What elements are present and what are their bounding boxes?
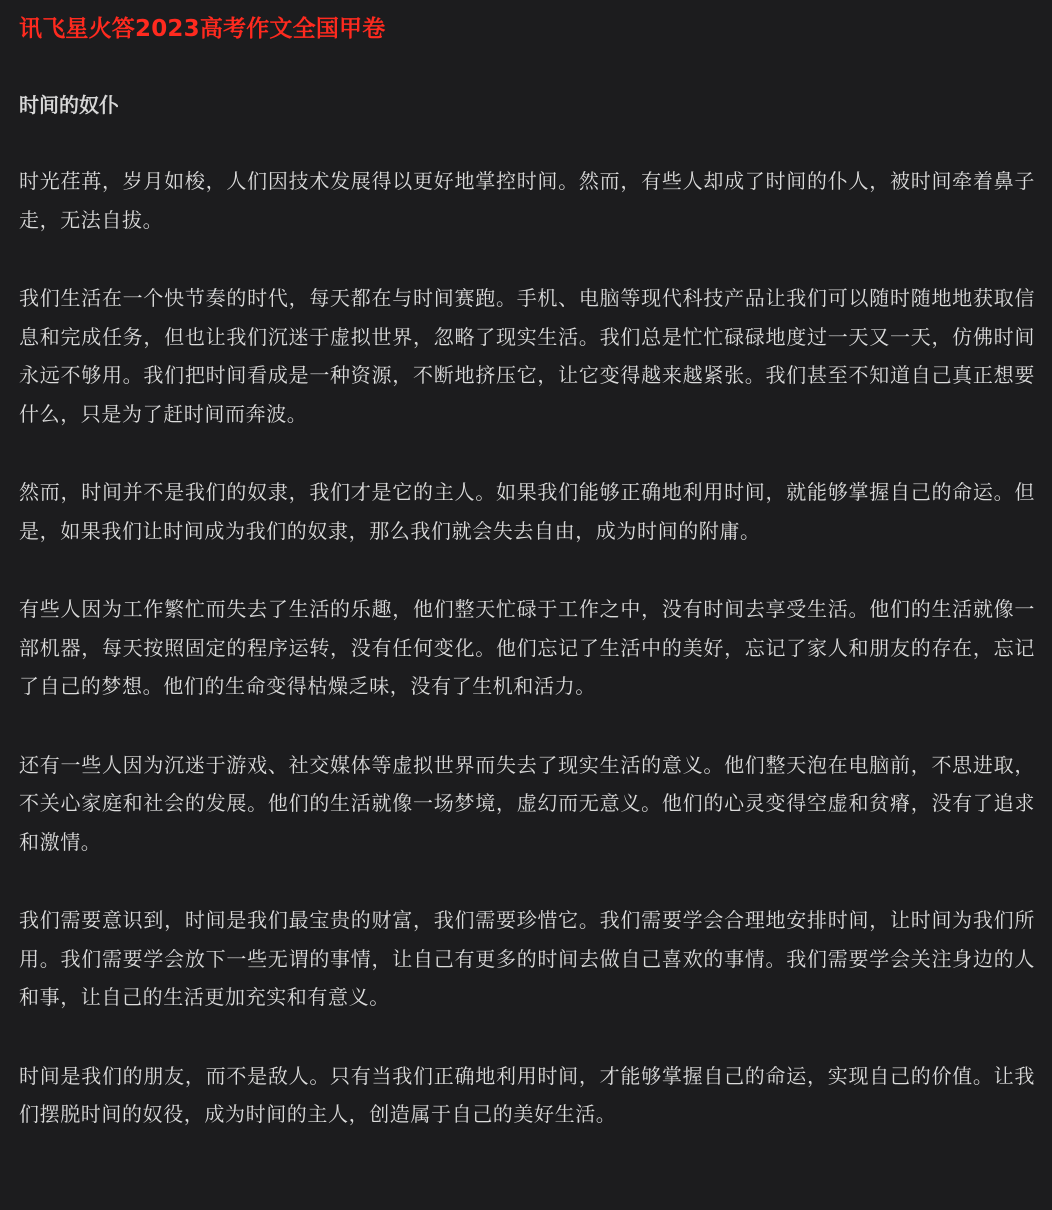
essay-paragraph-1: 时光荏苒，岁月如梭，人们因技术发展得以更好地掌控时间。然而，有些人却成了时间的仆人，被时间牵着鼻子走，无法自拔。 [19, 169, 1035, 232]
essay-title: 时间的奴仆 [19, 93, 119, 117]
essay-paragraph-5: 还有一些人因为沉迷于游戏、社交媒体等虚拟世界而失去了现实生活的意义。他们整天泡在电脑前，不思进取，不关心家庭和社会的发展。他们的生活就像一场梦境，虚幻而无意义。他们的心灵变得空虚和贫瘠，没有了追求和激情。 [19, 752, 1035, 854]
essay-paragraph-2: 我们生活在一个快节奏的时代，每天都在与时间赛跑。手机、电脑等现代科技产品让我们可以随时随地地获取信息和完成任务，但也让我们沉迷于虚拟世界，忽略了现实生活。我们总是忙忙碌碌地度过一天又一天，仿佛时间永远不够用。我们把时间看成是一种资源，不断地挤压它，让它变得越来越紧张。我们甚至不知道自己真正想要什么，只是为了赶时间而奔波。 [19, 286, 1035, 426]
essay-document [19, 12, 1035, 1134]
essay-paragraph-6: 我们需要意识到，时间是我们最宝贵的财富，我们需要珍惜它。我们需要学会合理地安排时间，让时间为我们所用。我们需要学会放下一些无谓的事情，让自己有更多的时间去做自己喜欢的事情。我们需要学会关注身边的人和事，让自己的生活更加充实和有意义。 [19, 908, 1035, 1009]
essay-paragraph-3: 然而，时间并不是我们的奴隶，我们才是它的主人。如果我们能够正确地利用时间，就能够掌握自己的命运。但是，如果我们让时间成为我们的奴隶，那么我们就会失去自由，成为时间的附庸。 [19, 480, 1035, 543]
essay-paragraph-7: 时间是我们的朋友，而不是敌人。只有当我们正确地利用时间，才能够掌握自己的命运，实现自己的价值。让我们摆脱时间的奴役，成为时间的主人，创造属于自己的美好生活。 [19, 1063, 1035, 1126]
essay-paragraph-4: 有些人因为工作繁忙而失去了生活的乐趣，他们整天忙碌于工作之中，没有时间去享受生活。他们的生活就像一部机器，每天按照固定的程序运转，没有任何变化。他们忘记了生活中的美好，忘记了家人和朋友的存在，忘记了自己的梦想。他们的生命变得枯燥乏味，没有了生机和活力。 [19, 597, 1035, 698]
page-title: 讯飞星火答2023高考作文全国甲卷 [19, 16, 386, 42]
